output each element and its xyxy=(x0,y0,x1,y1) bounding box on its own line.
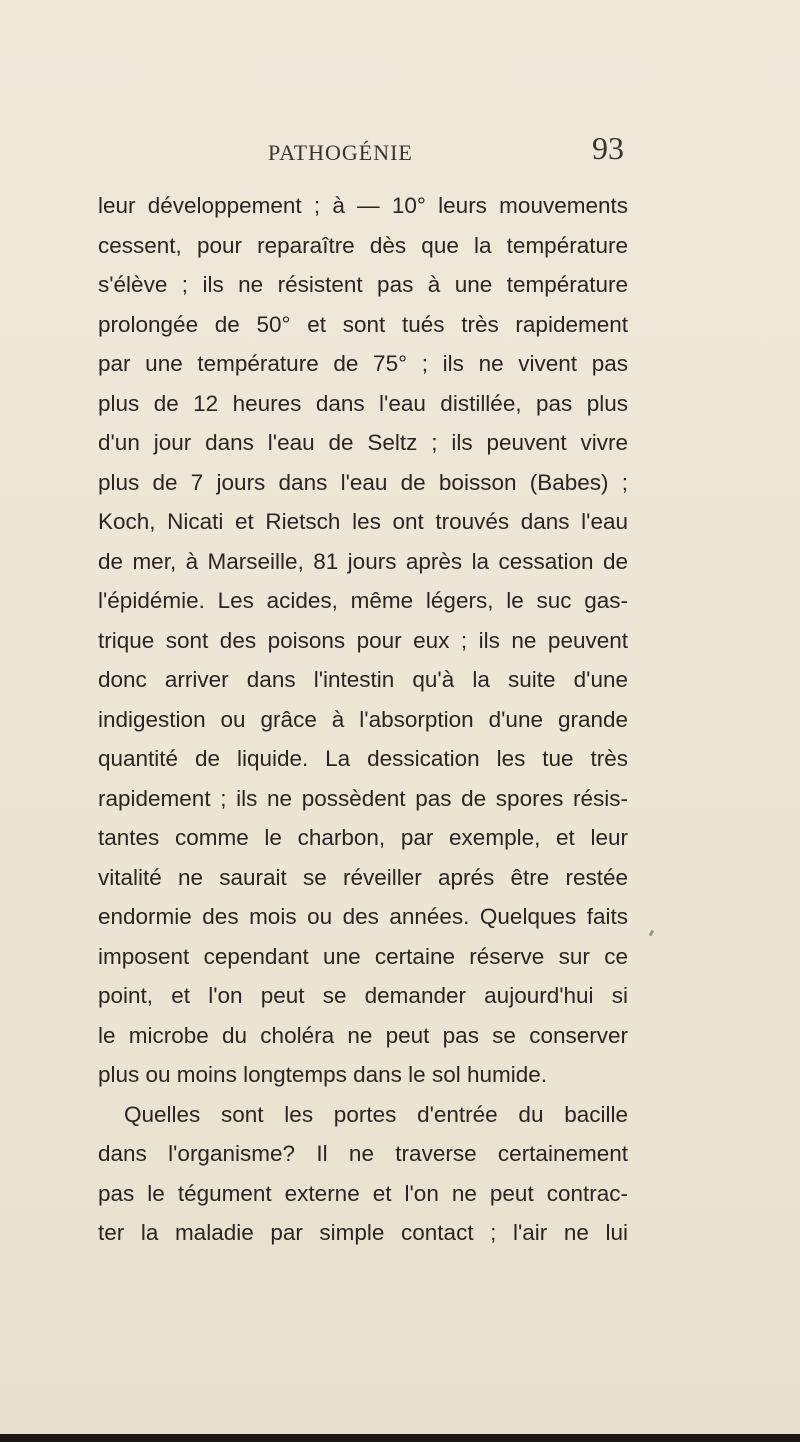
text-line: leur développement ; à — 10° leurs mouvements xyxy=(98,193,628,218)
text-line: plus ou moins longtemps dans le sol humide. xyxy=(98,1062,548,1087)
text-line: par une température de 75° ; ils ne vivent pas xyxy=(98,351,628,376)
text-line: point, et l'on peut se demander aujourd'hui si xyxy=(98,983,628,1008)
text-line: tantes comme le charbon, par exemple, et leur xyxy=(98,825,628,850)
text-line: quantité de liquide. La dessication les tue très xyxy=(98,746,628,771)
text-line: trique sont des poisons pour eux ; ils ne peuvent xyxy=(98,627,628,653)
body-text xyxy=(98,186,628,1253)
text-line: plus de 7 jours dans l'eau de boisson (Babes) ; xyxy=(98,469,628,495)
page-number: 93 xyxy=(592,130,624,166)
text-line: de mer, à Marseille, 81 jours après la cessation de xyxy=(98,548,628,574)
text-line: vitalité ne saurait se réveiller aprés être restée xyxy=(98,864,628,890)
text-line: l'épidémie. Les acides, même légers, le suc gas- xyxy=(98,588,628,613)
text-line: Koch, Nicati et Rietsch les ont trouvés dans l'eau xyxy=(98,509,628,534)
running-title: PATHOGÉNIE xyxy=(268,140,413,165)
text-line: endormie des mois ou des années. Quelques faits xyxy=(98,904,628,929)
text-line: plus de 12 heures dans l'eau distillée, pas plus xyxy=(98,390,628,416)
bottom-edge-rule xyxy=(0,1434,800,1442)
text-line: d'un jour dans l'eau de Seltz ; ils peuvent vivre xyxy=(98,430,628,455)
text-line: le microbe du choléra ne peut pas se conserver xyxy=(98,1022,628,1048)
ink-speck xyxy=(649,930,655,937)
text-line: cessent, pour reparaître dès que la température xyxy=(98,232,628,258)
text-line: s'élève ; ils ne résistent pas à une température xyxy=(98,272,628,297)
text-line: indigestion ou grâce à l'absorption d'une grande xyxy=(98,706,628,732)
text-line: pas le tégument externe et l'on ne peut contrac- xyxy=(98,1180,628,1206)
text-line: imposent cependant une certaine réserve sur ce xyxy=(98,943,628,969)
text-line: prolongée de 50° et sont tués très rapidement xyxy=(98,311,628,337)
text-line: donc arriver dans l'intestin qu'à la suite d'une xyxy=(98,667,628,692)
text-line: rapidement ; ils ne possèdent pas de spores résis- xyxy=(98,785,628,811)
text-line: ter la maladie par simple contact ; l'air ne lui xyxy=(98,1220,628,1245)
text-line: Quelles sont les portes d'entrée du bacille xyxy=(124,1101,628,1127)
text-line: dans l'organisme? Il ne traverse certainement xyxy=(98,1141,628,1166)
